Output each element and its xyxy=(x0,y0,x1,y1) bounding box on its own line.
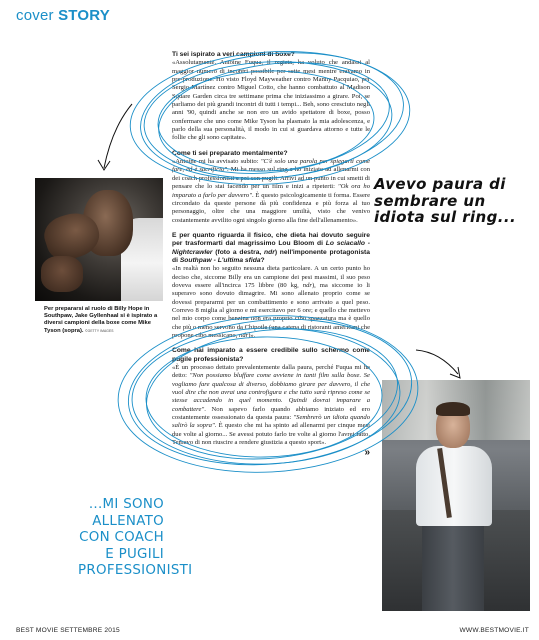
boxer-photo xyxy=(35,178,163,301)
answer-2: «Antoine mi ha avvisato subito: "C'è solo una parola per spiegarti come fare, ed è sacrificio". Mi ha messo sul ring e ho iniziato ad allenarmi con dei coach professionisti e poi con pugili. Arrivi ad un punto in cui smetti di pensare che lo stai facendo per un film e inizi a ripeterti: "Ok ora ho imparato a farlo per davvero". È questo psicologicamente ti forma. Essere circondato da queste persone dà più confidenza e più forza al tuo personaggio, oltre che una maggiore umiltà, visto che venivo costantemente avvilito ogni singolo giorno alla fine dell'allenamento». xyxy=(172,158,371,224)
question-3: E per quanto riguarda il fisico, che dieta hai dovuto seguire per trasformarti dal magrissimo Lou Bloom di Lo sciacallo - Nightcrawler (foto a destra, ndr) nell'imponente protagonista di Southpaw - L'ultima sfida? xyxy=(172,231,371,264)
arrow-icon-left xyxy=(98,104,132,170)
interview-article xyxy=(172,51,370,457)
actor-photo xyxy=(382,380,530,611)
continue-marker: » xyxy=(364,447,370,459)
footer-website: WWW.BESTMOVIE.IT xyxy=(459,627,529,634)
pull-quote-left: ...MI SONO ALLENATO CON COACH E PUGILI PROFESSIONISTI xyxy=(78,497,193,578)
answer-1: «Assolutamente. Antoine Fuqua, il regista, ha voluto che andassi al maggior numero di incontri possibile per sette mesi mentre eravamo in pre-produzione. Ho visto Floyd Mayweather contro Manny Pacquiao, per Sergio Martínez contro Miguel Cotto, che hanno combattuto al Madison Square Garden circa tre settimane prima che iniziassimo a girare. Poi, se parliamo dei più grandi incontri di tutti i tempi... Beh, sono cresciuto negli anni '90, quindi anche se non ero un avido spettatore di boxe, posso confermare che uno come Mike Tyson ha plasmato la mia adolescenza, e parlo della sua personalità, il modo in cui si guardava attorno e tutte le follie che gli sono capitate». xyxy=(172,59,370,142)
caption-text: Per prepararsi al ruolo di Billy Hope in Southpaw, Jake Gyllenhaal si è ispirato a diversi campioni della boxe come Mike Tyson (sopra). xyxy=(44,306,158,334)
section-header-bold: STORY xyxy=(58,7,110,24)
photo-credit: ©GETTY IMAGES xyxy=(85,328,114,333)
photo-caption xyxy=(44,306,162,335)
section-header xyxy=(16,7,110,24)
arrow-icon-right xyxy=(416,350,460,378)
question-2: Come ti sei preparato mentalmente? xyxy=(172,149,288,157)
footer-issue: BEST MOVIE SETTEMBRE 2015 xyxy=(16,627,120,634)
pull-quote-right: Avevo paura di sembrare un idiota sul ring... xyxy=(374,175,517,226)
question-4: Come hai imparato a essere credibile sullo schermo come pugile professionista? xyxy=(172,347,370,363)
answer-4: «È un processo dettato prevalentemente dalla paura, perché Fuqua mi ha detto: "Non possiamo bluffare come avviene in tanti film sulla boxe. Se vogliamo fare qualcosa di diverso, dobbiamo girare per davvero, il che vuol dire che non avrai una controfigura e che tutto sarà ripreso come se stesse accadendo in quel momento. Quindi dovrai imparare a combattere". Non sapevo farlo quando abbiamo iniziato ed ero costantemente ossessionato da questa paura: "Sembrerò un idiota quando salirò la sopra". È questo che mi ha spinto ad allenarmi per cinque mesi due volte al giorno... Se avessi potuto farlo tre volte al giorno l'avrei fatto. Temevo di non riuscire a rendere giustizia a questo sport». xyxy=(172,364,371,447)
question-1: Ti sei ispirato a veri campioni di boxe? xyxy=(172,51,295,58)
section-header-light: cover xyxy=(16,7,54,24)
answer-3: «In realtà non ho seguito nessuna dieta particolare. A un certo punto ho deciso che, siccome Billy era un campione dei pesi massimi, il suo peso doveva essere all'incirca 175 libbre (80 kg, ndr), ma siccome io li superavo sono dovuto dimagrire. Mi sono allenato proprio come se dovessi prepararmi per un combattimento e sono arrivato a quel peso. Correvo 8 miglia al giorno e mi esercitavo per 6 ore; e quello che mettevo nel mio corpo come benzina non era proprio cibo spazzatura ma è quello che più o meno servono da Chipotle (una catena di ristoranti americani che propone cibo messicano, ndr)». xyxy=(172,265,370,339)
